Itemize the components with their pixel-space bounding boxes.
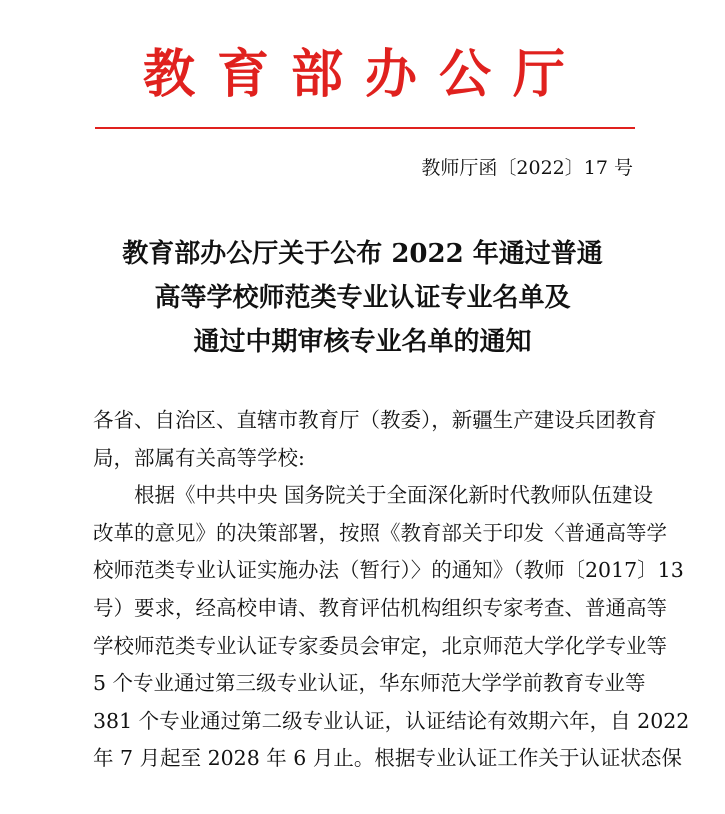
- letterhead-red-rule: [95, 127, 635, 129]
- title-line: 通过中期审核专业名单的通知: [193, 327, 532, 357]
- title-line: 高等学校师范类专业认证专业名单及: [154, 283, 571, 313]
- title-line: 教育部办公厅关于公布 2022 年通过普通: [122, 239, 603, 269]
- salutation-line: 局，部属有关高等学校:: [93, 445, 305, 470]
- notice-body: [93, 402, 690, 778]
- paragraph-line: 5 个专业通过第三级专业认证，华东师范大学学前教育专业等: [93, 671, 646, 696]
- letterhead-title: 教育部办公厅: [142, 44, 587, 105]
- salutation-line: 各省、自治区、直辖市教育厅（教委），新疆生产建设兵团教育: [93, 408, 657, 432]
- paragraph-line: 学校师范类专业认证专家委员会审定，北京师范大学化学专业等: [93, 633, 667, 658]
- paragraph-line: 381 个专业通过第二级专业认证，认证结论有效期六年，自 2022: [93, 708, 690, 733]
- paragraph-line: 校师范类专业认证实施办法（暂行）〉的通知》（教师〔2017〕13: [93, 558, 684, 583]
- paragraph-line: 根据《中共中央 国务院关于全面深化新时代教师队伍建设: [93, 483, 654, 508]
- document-number: 教师厅函〔2022〕17 号: [421, 157, 633, 179]
- paragraph-line: 年 7 月起至 2028 年 6 月止。根据专业认证工作关于认证状态保: [93, 746, 682, 771]
- notice-title: [60, 232, 665, 364]
- paragraph-line: 改革的意见》的决策部署，按照《教育部关于印发〈普通高等学: [93, 520, 667, 545]
- paragraph-line: 号）要求，经高校申请、教育评估机构组织专家考查、普通高等: [93, 595, 667, 620]
